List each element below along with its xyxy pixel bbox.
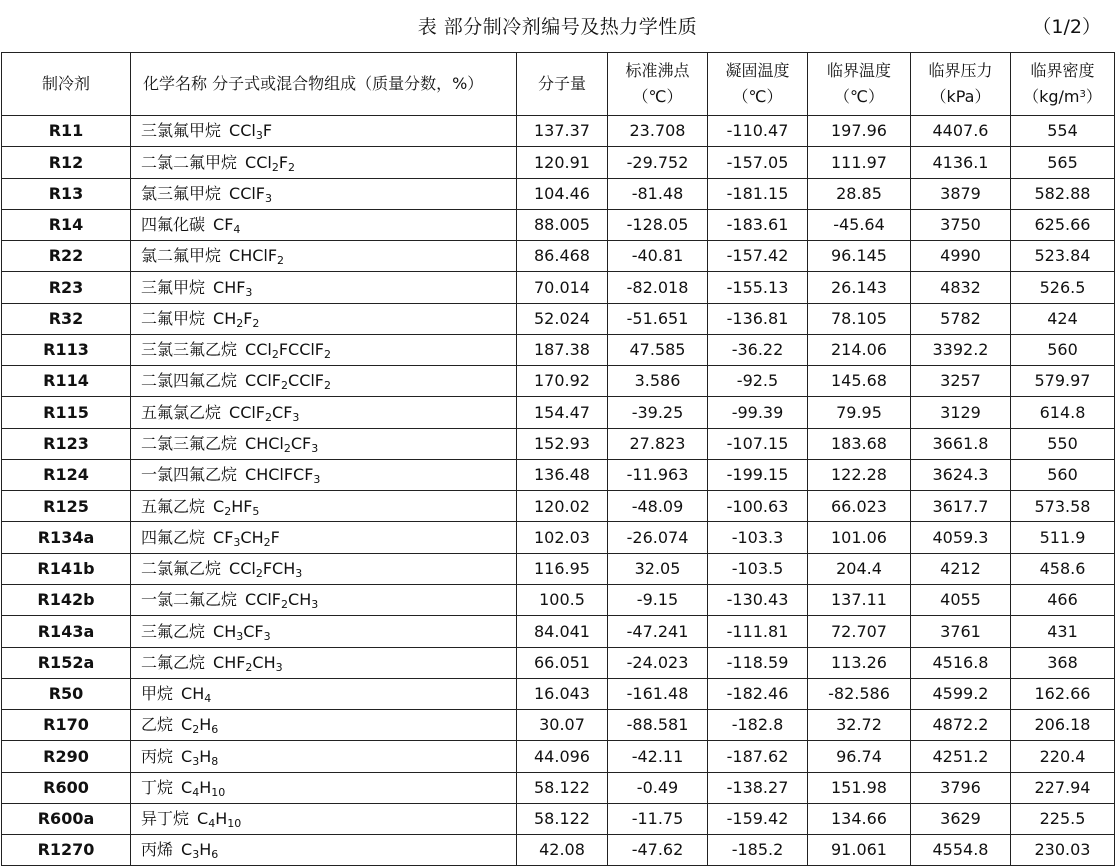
molecular-weight: 42.08 [517,835,608,866]
critical-density: 554 [1011,116,1115,147]
molecular-weight: 58.122 [517,772,608,803]
chemical-name: 丙烯 [141,840,174,860]
chemical-name: 二氯四氟乙烷 [141,371,238,391]
molecular-weight: 66.051 [517,647,608,678]
molecular-weight: 170.92 [517,366,608,397]
critical-pressure: 4251.2 [911,741,1011,772]
critical-temperature: 96.145 [808,241,911,272]
refrigerant-code: R141b [2,553,131,584]
refrigerant-properties-table [1,52,1115,866]
chemical-name-cell [131,272,517,303]
header-critical-density: 临界密度 $(kg/m^3)$ [1011,53,1115,116]
refrigerant-code: R142b [2,584,131,615]
freezing-point: -155.13 [708,272,808,303]
normal-boiling-point: -9.15 [608,584,708,615]
freezing-point: -99.39 [708,397,808,428]
normal-boiling-point: -11.75 [608,803,708,834]
critical-temperature: 78.105 [808,303,911,334]
table-row [2,303,1115,334]
normal-boiling-point: -24.023 [608,647,708,678]
header-row [2,53,1115,116]
critical-pressure: 3750 [911,209,1011,240]
refrigerant-code: R1270 [2,835,131,866]
refrigerant-code: R32 [2,303,131,334]
critical-temperature: 72.707 [808,616,911,647]
page-indicator: （1/2） [1032,16,1101,38]
chemical-formula: $CF_3CH_2F$ [213,527,280,549]
chemical-name: 丙烷 [141,746,174,766]
freezing-point: -182.46 [708,678,808,709]
refrigerant-code: R170 [2,710,131,741]
freezing-point: -181.15 [708,178,808,209]
table-row [2,616,1115,647]
chemical-name-cell [131,241,517,272]
table-row [2,584,1115,615]
chemical-name: 五氟氯乙烷 [141,402,222,422]
normal-boiling-point: 32.05 [608,553,708,584]
chemical-formula: $C_3H_8$ [181,746,219,768]
freezing-point: -107.15 [708,428,808,459]
refrigerant-code: R50 [2,678,131,709]
normal-boiling-point: -51.651 [608,303,708,334]
refrigerant-code: R600 [2,772,131,803]
molecular-weight: 136.48 [517,459,608,490]
critical-temperature: 145.68 [808,366,911,397]
normal-boiling-point: 3.586 [608,366,708,397]
header-chemical-name: 化学名称 分子式或混合物组成（质量分数，%） [131,53,517,116]
normal-boiling-point: -81.48 [608,178,708,209]
chemical-name-cell [131,334,517,365]
critical-pressure: 4554.8 [911,835,1011,866]
table-row [2,147,1115,178]
chemical-formula: $CHF_3$ [213,277,253,299]
critical-pressure: 5782 [911,303,1011,334]
critical-temperature: 137.11 [808,584,911,615]
normal-boiling-point: -42.11 [608,741,708,772]
chemical-name-cell [131,459,517,490]
chemical-name-cell [131,178,517,209]
critical-temperature: 122.28 [808,459,911,490]
critical-pressure: 4872.2 [911,710,1011,741]
molecular-weight: 120.91 [517,147,608,178]
table-row [2,522,1115,553]
table-row [2,116,1115,147]
chemical-name: 二氟甲烷 [141,308,206,328]
chemical-name: 乙烷 [141,715,174,735]
freezing-point: -110.47 [708,116,808,147]
chemical-formula: CHClF$_2$ [229,246,285,268]
table-row [2,459,1115,490]
table-title: 表 部分制冷剂编号及热力学性质 [417,16,698,38]
chemical-name: 三氟乙烷 [141,621,206,641]
critical-density: 206.18 [1011,710,1115,741]
chemical-name-cell [131,741,517,772]
critical-density: 579.97 [1011,366,1115,397]
chemical-formula: $C_2H_6$ [181,715,219,737]
refrigerant-code: R290 [2,741,131,772]
molecular-weight: 152.93 [517,428,608,459]
critical-density: 220.4 [1011,741,1115,772]
critical-density: 565 [1011,147,1115,178]
critical-density: 523.84 [1011,241,1115,272]
critical-temperature: 183.68 [808,428,911,459]
molecular-weight: 104.46 [517,178,608,209]
chemical-name-cell [131,772,517,803]
chemical-name-cell [131,584,517,615]
chemical-name-cell [131,678,517,709]
header-normal-boiling-point: 标准沸点 （℃） [608,53,708,116]
chemical-formula: $CF_4$ [213,215,241,237]
critical-pressure: 4832 [911,272,1011,303]
molecular-weight: 102.03 [517,522,608,553]
molecular-weight: 58.122 [517,803,608,834]
normal-boiling-point: 23.708 [608,116,708,147]
chemical-formula: $CHCl_2CF_3$ [245,433,319,455]
refrigerant-code: R124 [2,459,131,490]
chemical-name-cell [131,647,517,678]
critical-density: 431 [1011,616,1115,647]
critical-pressure: 4136.1 [911,147,1011,178]
header-critical-pressure: 临界压力 （kPa） [911,53,1011,116]
refrigerant-code: R152a [2,647,131,678]
critical-pressure: 4212 [911,553,1011,584]
freezing-point: -103.5 [708,553,808,584]
chemical-name: 三氯三氟乙烷 [141,340,238,360]
freezing-point: -92.5 [708,366,808,397]
normal-boiling-point: -39.25 [608,397,708,428]
critical-pressure: 3617.7 [911,491,1011,522]
molecular-weight: 88.005 [517,209,608,240]
critical-temperature: 204.4 [808,553,911,584]
table-row [2,334,1115,365]
chemical-formula: $CCl_2FCH_3$ [229,559,303,581]
chemical-name-cell [131,147,517,178]
chemical-name-cell [131,553,517,584]
table-row [2,428,1115,459]
table-row [2,803,1115,834]
freezing-point: -157.05 [708,147,808,178]
chemical-name-cell [131,835,517,866]
chemical-name-cell [131,710,517,741]
freezing-point: -136.81 [708,303,808,334]
table-row [2,741,1115,772]
critical-density: 225.5 [1011,803,1115,834]
header-critical-temperature: 临界温度 （℃） [808,53,911,116]
chemical-name-cell [131,616,517,647]
chemical-name: 三氯氟甲烷 [141,121,222,141]
molecular-weight: 70.014 [517,272,608,303]
normal-boiling-point: -40.81 [608,241,708,272]
molecular-weight: 86.468 [517,241,608,272]
critical-density: 560 [1011,459,1115,490]
critical-density: 230.03 [1011,835,1115,866]
critical-temperature: -82.586 [808,678,911,709]
critical-temperature: 101.06 [808,522,911,553]
critical-pressure: 3796 [911,772,1011,803]
normal-boiling-point: -47.241 [608,616,708,647]
table-row [2,835,1115,866]
critical-density: 560 [1011,334,1115,365]
critical-temperature: 32.72 [808,710,911,741]
table-row [2,772,1115,803]
table-row [2,209,1115,240]
critical-pressure: 4990 [911,241,1011,272]
chemical-name: 二氯二氟甲烷 [141,152,238,172]
critical-temperature: 214.06 [808,334,911,365]
chemical-formula: $CClF_2CH_3$ [245,590,319,612]
molecular-weight: 16.043 [517,678,608,709]
chemical-formula: $CCl_2F_2$ [245,152,296,174]
chemical-formula: CClF$_2$CClF$_2$ [245,371,332,393]
refrigerant-code: R113 [2,334,131,365]
chemical-formula: $C_4H_{10}$ [197,809,242,831]
critical-pressure: 4516.8 [911,647,1011,678]
critical-temperature: 26.143 [808,272,911,303]
header-freezing-point: 凝固温度 （℃） [708,53,808,116]
freezing-point: -111.81 [708,616,808,647]
chemical-name: 氯三氟甲烷 [141,183,222,203]
table-row [2,647,1115,678]
critical-pressure: 4407.6 [911,116,1011,147]
freezing-point: -118.59 [708,647,808,678]
table-row [2,366,1115,397]
table-row [2,241,1115,272]
table-row [2,710,1115,741]
table-body [2,116,1115,866]
molecular-weight: 30.07 [517,710,608,741]
header-refrigerant: 制冷剂 [2,53,131,116]
chemical-formula: $CH_2F_2$ [213,308,260,330]
molecular-weight: 116.95 [517,553,608,584]
chemical-formula: $C_2HF_5$ [213,496,260,518]
chemical-name-cell [131,209,517,240]
table-row [2,397,1115,428]
chemical-formula: CCl$_2$FCClF$_2$ [245,340,332,362]
chemical-name: 三氟甲烷 [141,277,206,297]
refrigerant-code: R22 [2,241,131,272]
freezing-point: -199.15 [708,459,808,490]
refrigerant-code: R123 [2,428,131,459]
refrigerant-code: R12 [2,147,131,178]
freezing-point: -130.43 [708,584,808,615]
molecular-weight: 84.041 [517,616,608,647]
chemical-name: 五氟乙烷 [141,496,206,516]
critical-density: 573.58 [1011,491,1115,522]
critical-pressure: 3661.8 [911,428,1011,459]
critical-pressure: 4059.3 [911,522,1011,553]
refrigerant-code: R13 [2,178,131,209]
molecular-weight: 100.5 [517,584,608,615]
table-row [2,678,1115,709]
normal-boiling-point: -161.48 [608,678,708,709]
normal-boiling-point: -29.752 [608,147,708,178]
refrigerant-code: R600a [2,803,131,834]
critical-temperature: 197.96 [808,116,911,147]
normal-boiling-point: -88.581 [608,710,708,741]
freezing-point: -103.3 [708,522,808,553]
refrigerant-code: R125 [2,491,131,522]
table-row [2,553,1115,584]
freezing-point: -157.42 [708,241,808,272]
refrigerant-code: R23 [2,272,131,303]
refrigerant-code: R11 [2,116,131,147]
normal-boiling-point: -26.074 [608,522,708,553]
header-molecular-weight: 分子量 [517,53,608,116]
critical-pressure: 3629 [911,803,1011,834]
normal-boiling-point: -0.49 [608,772,708,803]
chemical-name-cell [131,116,517,147]
critical-density: 582.88 [1011,178,1115,209]
chemical-formula: CHClFCF$_3$ [245,465,321,487]
critical-density: 368 [1011,647,1115,678]
critical-temperature: 79.95 [808,397,911,428]
refrigerant-code: R14 [2,209,131,240]
molecular-weight: 44.096 [517,741,608,772]
molecular-weight: 137.37 [517,116,608,147]
freezing-point: -138.27 [708,772,808,803]
freezing-point: -185.2 [708,835,808,866]
chemical-name: 四氟化碳 [141,215,206,235]
chemical-name: 甲烷 [141,684,174,704]
freezing-point: -187.62 [708,741,808,772]
chemical-name: 一氯四氟乙烷 [141,465,238,485]
critical-pressure: 4055 [911,584,1011,615]
chemical-name: 丁烷 [141,777,174,797]
critical-temperature: 96.74 [808,741,911,772]
chemical-name-cell [131,397,517,428]
critical-density: 526.5 [1011,272,1115,303]
table-row [2,272,1115,303]
critical-density: 458.6 [1011,553,1115,584]
critical-temperature: 134.66 [808,803,911,834]
normal-boiling-point: -128.05 [608,209,708,240]
chemical-name: 一氯二氟乙烷 [141,590,238,610]
critical-density: 424 [1011,303,1115,334]
critical-density: 550 [1011,428,1115,459]
critical-temperature: 66.023 [808,491,911,522]
critical-temperature: 113.26 [808,647,911,678]
chemical-name: 异丁烷 [141,809,190,829]
critical-density: 614.8 [1011,397,1115,428]
critical-pressure: 3392.2 [911,334,1011,365]
normal-boiling-point: -11.963 [608,459,708,490]
refrigerant-code: R134a [2,522,131,553]
normal-boiling-point: -82.018 [608,272,708,303]
chemical-formula: $C_4H_{10}$ [181,777,226,799]
molecular-weight: 154.47 [517,397,608,428]
critical-density: 625.66 [1011,209,1115,240]
critical-temperature: 151.98 [808,772,911,803]
critical-density: 162.66 [1011,678,1115,709]
critical-pressure: 3129 [911,397,1011,428]
molecular-weight: 52.024 [517,303,608,334]
critical-pressure: 3879 [911,178,1011,209]
critical-pressure: 3761 [911,616,1011,647]
chemical-formula: $CH_4$ [181,684,212,706]
chemical-name-cell [131,491,517,522]
critical-temperature: 28.85 [808,178,911,209]
table-row [2,491,1115,522]
chemical-formula: $CClF_2CF_3$ [229,402,300,424]
chemical-name-cell [131,366,517,397]
chemical-formula: $CHF_2CH_3$ [213,652,283,674]
chemical-name: 氯二氟甲烷 [141,246,222,266]
freezing-point: -100.63 [708,491,808,522]
chemical-formula: CClF$_3$ [229,183,273,205]
freezing-point: -182.8 [708,710,808,741]
normal-boiling-point: 27.823 [608,428,708,459]
chemical-name: 二氟乙烷 [141,652,206,672]
critical-temperature: 91.061 [808,835,911,866]
chemical-formula: CCl$_3$F [229,121,273,143]
normal-boiling-point: -48.09 [608,491,708,522]
chemical-formula: $CH_3CF_3$ [213,621,271,643]
refrigerant-code: R115 [2,397,131,428]
chemical-name-cell [131,303,517,334]
title-bar [0,0,1115,52]
freezing-point: -183.61 [708,209,808,240]
normal-boiling-point: 47.585 [608,334,708,365]
chemical-name-cell [131,803,517,834]
chemical-name: 二氯三氟乙烷 [141,433,238,453]
critical-temperature: 111.97 [808,147,911,178]
chemical-name: 二氯氟乙烷 [141,559,222,579]
molecular-weight: 187.38 [517,334,608,365]
freezing-point: -36.22 [708,334,808,365]
chemical-name: 四氟乙烷 [141,527,206,547]
freezing-point: -159.42 [708,803,808,834]
critical-temperature: -45.64 [808,209,911,240]
chemical-name-cell [131,428,517,459]
chemical-formula: $C_3H_6$ [181,840,219,862]
chemical-name-cell [131,522,517,553]
table-row [2,178,1115,209]
critical-pressure: 3624.3 [911,459,1011,490]
refrigerant-code: R114 [2,366,131,397]
critical-density: 227.94 [1011,772,1115,803]
normal-boiling-point: -47.62 [608,835,708,866]
critical-density: 466 [1011,584,1115,615]
molecular-weight: 120.02 [517,491,608,522]
critical-density: 511.9 [1011,522,1115,553]
critical-pressure: 4599.2 [911,678,1011,709]
critical-pressure: 3257 [911,366,1011,397]
refrigerant-code: R143a [2,616,131,647]
